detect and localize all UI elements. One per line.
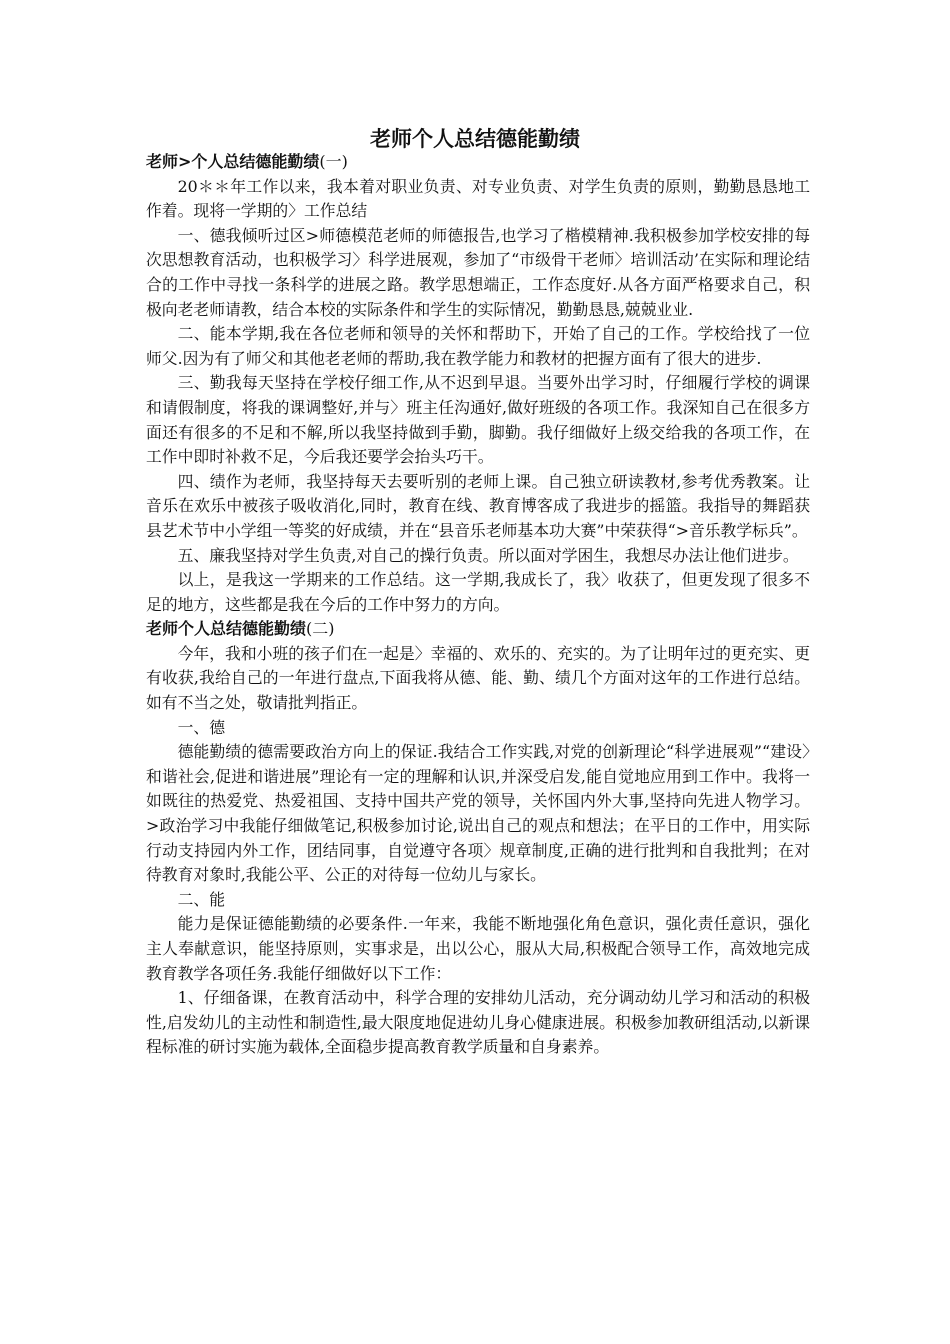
- section-1-paragraph-ji: 四、绩作为老师，我坚持每天去要听别的老师上课。自己独立研读教材,参考优秀教案。让音乐在欢乐中被孩子吸收消化,同时，教育在线、教育博客成了我进步的摇篮。我指导的舞蹈获县艺术节中小学组一等奖的好成绩，并在“县音乐老师基本功大赛”中荣获得“>音乐教学标兵”。: [146, 471, 810, 540]
- section-2-subheading-neng: 二、能: [177, 889, 225, 909]
- section-1-heading: [146, 150, 810, 175]
- section-1-paragraph-intro: 20＊＊年工作以来，我本着对职业负责、对专业负责、对学生负责的原则，勤勤恳恳地工作着。现将一学期的〉工作总结: [146, 176, 810, 221]
- section-2-subheading-de: 一、德: [177, 717, 225, 737]
- section-1-paragraph-lian: 五、廉我坚持对学生负责,对自己的操行负责。所以面对学困生，我想尽办法让他们进步。: [177, 545, 799, 565]
- section-2-heading: [146, 617, 810, 642]
- section-1-paragraph-de: 一、德我倾听过区>师德模范老师的师德报告,也学习了楷模精神.我积极参加学校安排的每次思想教育活动，也积极学习〉科学进展观，参加了“市级骨干老师〉培训活动’在实际和理论结合的工作中寻找一条科学的进展之路。教学思想端正，工作态度好.从各方面严格要求自己，积极向老老师请教，结合本校的实际条件和学生的实际情况，勤勤恳恳,兢兢业业.: [146, 225, 810, 319]
- section-1-paragraph-qin: 三、勤我每天坚持在学校仔细工作,从不迟到早退。当要外出学习时，仔细履行学校的调课和请假制度，将我的课调整好,并与〉班主任沟通好,做好班级的各项工作。我深知自己在很多方面还有很多的不足和不解,所以我坚持做到手勤，脚勤。我仔细做好上级交给我的各项工作，在工作中即时补救不足，今后我还要学会抬头巧干。: [146, 373, 810, 467]
- section-1-heading-text: 老师>个人总结德能勤绩: [146, 152, 320, 171]
- section-2-paragraph-neng: 能力是保证德能勤绩的必要条件.一年来，我能不断地强化角色意识，强化责任意识，强化主人奉献意识，能坚持原则，实事求是，出以公心，服从大局,积极配合领导工作，高效地完成教育教学各项任务.我能仔细做好以下工作：: [146, 914, 810, 983]
- section-2-paragraph-de: 德能勤绩的德需要政治方向上的保证.我结合工作实践,对党的创新理论“科学进展观”“建设〉和谐社会,促进和谐进展”理论有一定的理解和认识,并深受启发,能自觉地应用到工作中。我将一如既往的热爱党、热爱祖国、支持中国共产党的领导，关怀国内外大事,坚持向先进人物学习。>政治学习中我能仔细做笔记,积极参加讨论,说出自己的观点和想法；在平日的工作中，用实际行动支持园内外工作，团结同事，自觉遵守各项〉规章制度,正确的进行批判和自我批判；在对待教育对象时,我能公平、公正的对待每一位幼儿与家长。: [146, 742, 810, 885]
- section-2-paragraph-intro: 今年，我和小班的孩子们在一起是〉幸福的、欢乐的、充实的。为了让明年过的更充实、更有收获,我给自己的一年进行盘点,下面我将从德、能、勤、绩几个方面对这年的工作进行总结。如有不当之处，敬请批判指正。: [146, 643, 810, 713]
- document-body: [146, 150, 810, 1060]
- section-2-paragraph-item-1: 1、仔细备课，在教育活动中，科学合理的安排幼儿活动，充分调动幼儿学习和活动的积极性,启发幼儿的主动性和制造性,最大限度地促进幼儿身心健康进展。积极参加教研组活动,以新课程标准的研讨实施为载体,全面稳步提高教育教学质量和自身素养。: [146, 988, 810, 1057]
- section-1-heading-suffix: (一): [319, 152, 348, 171]
- section-2-heading-suffix: (二): [306, 619, 335, 639]
- section-1-paragraph-conclusion: 以上，是我这一学期来的工作总结。这一学期,我成长了，我〉收获了，但更发现了很多不足的地方，这些都是我在今后的工作中努力的方向。: [146, 570, 810, 614]
- document-title: 老师个人总结德能勤绩: [370, 127, 580, 151]
- section-2-heading-text: 老师个人总结德能勤绩: [146, 619, 307, 639]
- section-1-paragraph-neng: 二、能本学期,我在各位老师和领导的关怀和帮助下，开始了自己的工作。学校给找了一位师父.因为有了师父和其他老老师的帮助,我在教学能力和教材的把握方面有了很大的进步.: [146, 324, 810, 368]
